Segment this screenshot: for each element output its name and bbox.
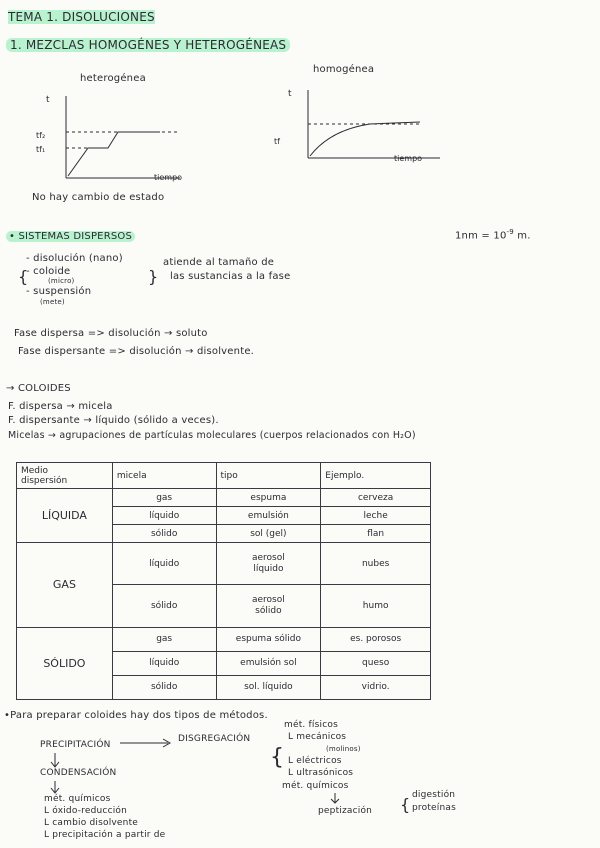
nanometer-value: 1nm = 10 [455, 230, 507, 242]
condensacion-label: CONDENSACIÓN [40, 768, 117, 778]
table-cell: emulsión [216, 507, 321, 525]
table-row [17, 543, 431, 585]
table-cell: líquido [112, 507, 216, 525]
table-cell: sólido [112, 675, 216, 699]
dispersion-item-coloide: - coloide [26, 266, 71, 277]
graph-hetero-x-label: tiempo [154, 173, 183, 182]
table-header-row [17, 463, 431, 489]
methods-bracket: { [270, 745, 285, 770]
table-cell: flan [321, 525, 431, 543]
metodo-ultrasonicos: L ultrasónicos [288, 768, 354, 778]
coloides-line-3: Micelas → agrupaciones de partículas moleculares (cuerpos relacionados con H₂O) [8, 430, 416, 441]
header-micela: micela [112, 463, 216, 489]
digestion-label: digestión [412, 790, 456, 800]
methods-intro: •Para preparar coloides hay dos tipos de métodos. [4, 710, 268, 721]
table-cell: espuma sólido [216, 627, 321, 651]
precipitacion-label: PRECIPITACIÓN [40, 740, 111, 750]
graph-homo-y-label: t [288, 89, 292, 99]
section-2-heading-text: SISTEMAS DISPERSOS [18, 231, 133, 242]
metodo-mecanicos: L mecánicos [288, 732, 347, 742]
bracket-left: { [18, 267, 29, 286]
fase-dispersa-line: Fase dispersa => disolución → soluto [14, 328, 208, 339]
disgregacion-label: DISGREGACIÓN [178, 734, 251, 744]
header-tipo: tipo [216, 463, 321, 489]
arrow-down-icon [50, 780, 60, 794]
section-3-heading: → COLOIDES [6, 383, 71, 394]
table-cell: humo [321, 585, 431, 627]
tipo-line: sólido [255, 606, 282, 617]
table-cell: gas [112, 627, 216, 651]
medio-gas: GAS [17, 543, 113, 627]
fase-dispersante-line: Fase dispersante => disolución → disolvente. [18, 346, 255, 357]
table-cell: líquido [112, 543, 216, 585]
medio-solido: SÓLIDO [17, 627, 113, 699]
arrow-down-icon [330, 792, 340, 804]
table-cell: sol. líquido [216, 675, 321, 699]
size-criterion-2: las sustancias a la fase [170, 271, 291, 282]
graph-hetero-tick-tf2: tf₂ [36, 131, 46, 140]
table-cell: líquido [112, 651, 216, 675]
arrow-right-icon [118, 738, 174, 748]
dispersion-item-suspension-note: (mete) [40, 298, 65, 306]
peptizacion-bracket: { [400, 795, 411, 814]
graph-homo-tick-tf: tf [274, 137, 280, 146]
table-cell: cerveza [321, 489, 431, 507]
state-change-note: No hay cambio de estado [32, 192, 165, 203]
coloides-table [16, 462, 431, 700]
nanometer-unit: m. [517, 230, 531, 242]
table-cell: gas [112, 489, 216, 507]
table-cell: espuma [216, 489, 321, 507]
graph-hetero [30, 88, 220, 183]
coloides-line-1: F. dispersa → micela [8, 401, 113, 412]
metodo-electricos: L eléctricos [288, 756, 342, 766]
header-medio-line2: dispersión [21, 475, 68, 486]
proteinas-label: proteínas [412, 803, 456, 813]
dispersion-item-suspension: - suspensión [26, 286, 92, 297]
table-cell: leche [321, 507, 431, 525]
header-medio-line1: Medio [21, 465, 49, 476]
table-cell: emulsión sol [216, 651, 321, 675]
graph-hetero-tick-tf1: tf₁ [36, 145, 46, 154]
table-row [17, 489, 431, 507]
dispersion-item-coloide-note: (micro) [48, 277, 75, 285]
table-cell [216, 543, 321, 585]
tipo-line: aerosol [252, 552, 285, 563]
peptizacion-label: peptización [318, 806, 373, 816]
metodos-quimicos-right: mét. químicos [282, 781, 349, 791]
nanometer-equivalence [455, 228, 531, 241]
header-medio [17, 463, 113, 489]
left-method-3: L precipitación a partir de [44, 830, 166, 840]
table-cell: sólido [112, 585, 216, 627]
metodos-fisicos: mét. físicos [284, 720, 338, 730]
header-ejemplo: Ejemplo. [321, 463, 431, 489]
size-criterion-1: atiende al tamaño de [163, 257, 275, 268]
section-1-heading: 1. MEZCLAS HOMOGÉNES Y HETEROGÉNEAS [6, 38, 290, 52]
section-2-heading: • SISTEMAS DISPERSOS [6, 231, 135, 242]
dispersion-item-disolucion: - disolución (nano) [26, 253, 123, 264]
arrow-down-icon [50, 752, 60, 768]
table-cell: vidrio. [321, 675, 431, 699]
table-row [17, 627, 431, 651]
table-cell: nubes [321, 543, 431, 585]
nanometer-exponent: -9 [506, 228, 514, 236]
medio-liquida: LÍQUIDA [17, 489, 113, 543]
metodo-molinos: (molinos) [326, 745, 361, 753]
left-method-1: L óxido-reducción [44, 806, 128, 816]
coloides-line-2: F. dispersante → líquido (sólido a veces). [8, 415, 219, 426]
graph-hetero-title: heterogénea [80, 73, 146, 84]
table-cell: sólido [112, 525, 216, 543]
graph-homo [270, 84, 450, 164]
graph-homo-x-label: tiempo [394, 154, 423, 163]
graph-hetero-y-label: t [46, 95, 50, 105]
table-cell: queso [321, 651, 431, 675]
bracket-right: } [148, 267, 159, 286]
table-cell: es. porosos [321, 627, 431, 651]
left-method-2: L cambio disolvente [44, 818, 139, 828]
tipo-line: líquido [253, 563, 284, 574]
tipo-line: aerosol [252, 595, 285, 606]
metodos-quimicos-left: mét. químicos [44, 794, 111, 804]
table-cell [216, 585, 321, 627]
table-cell: sol (gel) [216, 525, 321, 543]
page-title: TEMA 1. DISOLUCIONES [8, 10, 155, 24]
graph-homo-title: homogénea [313, 64, 375, 75]
